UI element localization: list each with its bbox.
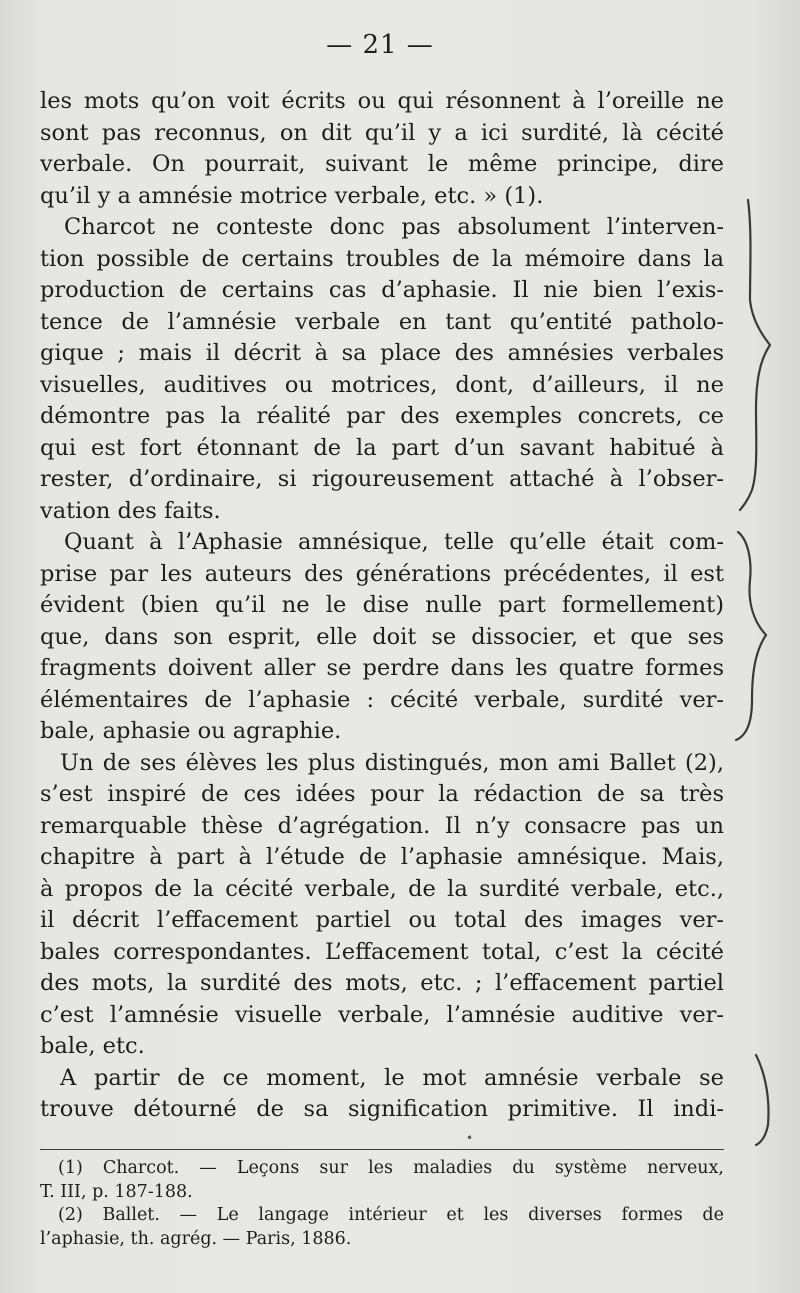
paragraph-start-line: A partir de ce moment, le mot amnésie verbale se	[60, 1064, 724, 1091]
text-line: élémentaires de l’aphasie : cécité verbale, surdité ver-	[40, 686, 724, 713]
text-line: rester, d’ordinaire, si rigoureusement attaché à l’obser-	[40, 466, 724, 492]
text-line: qu’il y a amnésie motrice verbale, etc. » (1).	[40, 182, 544, 209]
text-line: qui est fort étonnant de la part d’un savant habitué à	[40, 434, 724, 461]
text-line: démontre pas la réalité par des exemples concrets, ce	[40, 403, 724, 429]
text-line: prise par les auteurs des générations précédentes, il est	[40, 560, 724, 587]
rule-dot: •	[466, 1131, 474, 1145]
text-line: c’est l’amnésie visuelle verbale, l’amnésie auditive ver-	[40, 1001, 724, 1028]
margin-bracket-mark	[740, 200, 770, 510]
text-line: bale, aphasie ou agraphie.	[40, 718, 342, 744]
text-line: à propos de la cécité verbale, de la surdité verbale, etc.,	[40, 875, 724, 902]
text-line: fragments doivent aller se perdre dans les quatre formes	[40, 655, 724, 681]
footnote-line: T. III, p. 187-188.	[40, 1181, 193, 1202]
text-line: il décrit l’effacement partiel ou total des images ver-	[40, 907, 724, 933]
text-line: tion possible de certains troubles de la mémoire dans la	[40, 245, 724, 272]
text-line: tence de l’amnésie verbale en tant qu’entité patholo-	[40, 308, 724, 335]
text-line: remarquable thèse d’agrégation. Il n’y consacre pas un	[40, 812, 724, 839]
paragraph-start-line: Quant à l’Aphasie amnésique, telle qu’elle était com-	[64, 529, 724, 555]
text-line: gique ; mais il décrit à sa place des amnésies verbales	[40, 340, 724, 366]
text-line: visuelles, auditives ou motrices, dont, d’ailleurs, il ne	[40, 371, 724, 398]
text-line: des mots, la surdité des mots, etc. ; l’effacement partiel	[40, 970, 724, 996]
text-line: s’est inspiré de ces idées pour la rédaction de sa très	[40, 781, 724, 807]
footnote-line: (1) Charcot. — Leçons sur les maladies du système nerveux,	[58, 1158, 724, 1178]
text-line: que, dans son esprit, elle doit se dissocier, et que ses	[40, 623, 724, 650]
footnote-line: l’aphasie, th. agrég. — Paris, 1886.	[40, 1228, 352, 1249]
footnote-line: (2) Ballet. — Le langage intérieur et les diverses formes de	[58, 1205, 724, 1225]
page-number: — 21 —	[326, 30, 434, 60]
text-line: vation des faits.	[40, 497, 221, 524]
text-line: sont pas reconnus, on dit qu’il y a ici surdité, là cécité	[40, 119, 724, 146]
text-line: chapitre à part à l’étude de l’aphasie amnésique. Mais,	[40, 844, 724, 870]
paragraph-start-line: Un de ses élèves les plus distingués, mon ami Ballet (2),	[60, 749, 724, 776]
paragraph-start-line: Charcot ne conteste donc pas absolument l’interven-	[64, 214, 724, 240]
text-line: production de certains cas d’aphasie. Il nie bien l’exis-	[40, 277, 724, 303]
margin-bracket-mark	[736, 532, 766, 740]
text-line: évident (bien qu’il ne le dise nulle part formellement)	[40, 592, 724, 618]
text-line: trouve détourné de sa signification primitive. Il indi-	[40, 1096, 724, 1122]
text-line: bale, etc.	[40, 1033, 145, 1059]
margin-bracket-mark	[756, 1055, 769, 1145]
text-line: les mots qu’on voit écrits ou qui résonnent à l’oreille ne	[40, 88, 724, 114]
text-line: verbale. On pourrait, suivant le même principe, dire	[40, 151, 724, 177]
text-line: bales correspondantes. L’effacement total, c’est la cécité	[40, 938, 724, 965]
